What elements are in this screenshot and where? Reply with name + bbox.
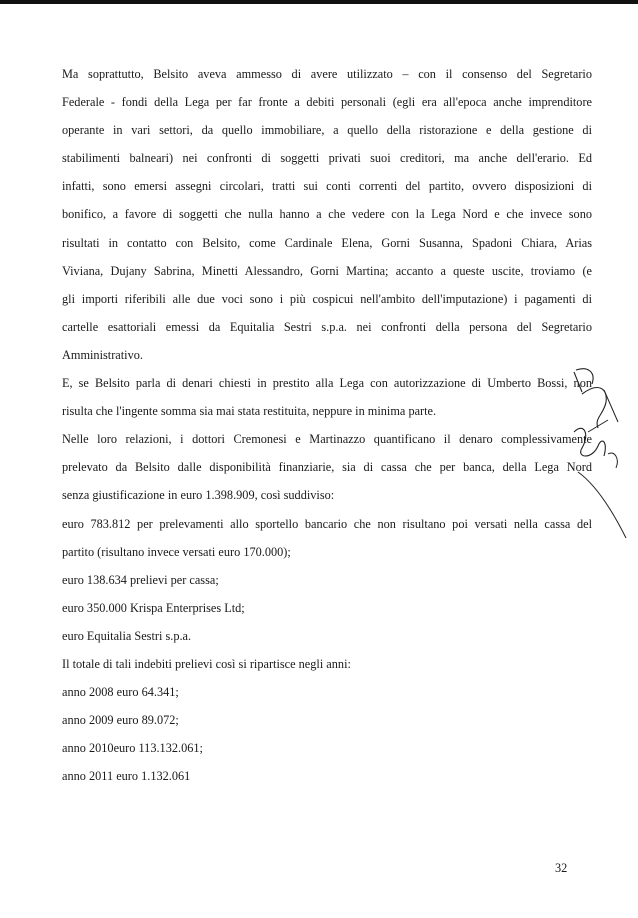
text-line: prelevato da Belsito dalle disponibilità finanziarie, sia di cassa che per banca, della Lega Nord: [62, 460, 592, 475]
text-line: operante in vari settori, da quello immobiliare, a quello della ristorazione e della gestione di: [62, 123, 592, 138]
text-line: infatti, sono emersi assegni circolari, tratti sui conti correnti del partito, ovvero disposizioni di: [62, 179, 592, 194]
text-line: cartelle esattoriali emessi da Equitalia Sestri s.p.a. nei confronti della persona del Segretario: [62, 319, 592, 334]
text-line: euro 350.000 Krispa Enterprises Ltd;: [62, 600, 245, 615]
text-line: senza giustificazione in euro 1.398.909, così suddiviso:: [62, 488, 335, 503]
text-line: Ma soprattutto, Belsito aveva ammesso di avere utilizzato – con il consenso del Segretario: [62, 67, 592, 81]
text-line: Viviana, Dujany Sabrina, Minetti Alessandro, Gorni Martina; accanto a queste uscite, troviamo (e: [62, 263, 592, 278]
document-text: [62, 60, 592, 790]
text-line: bonifico, a favore di soggetti che nulla hanno a che vedere con la Lega Nord e che invece sono: [62, 207, 592, 222]
text-line: euro Equitalia Sestri s.p.a.: [62, 628, 192, 643]
text-line: Federale - fondi della Lega per far fronte a debiti personali (egli era all'epoca anche imprenditore: [62, 95, 592, 110]
text-line: partito (risultano invece versati euro 170.000);: [62, 544, 291, 559]
text-line: risultati in contatto con Belsito, come Cardinale Elena, Gorni Susanna, Spadoni Chiara, Arias: [62, 235, 592, 250]
top-border-line: [0, 0, 638, 4]
text-line: Il totale di tali indebiti prelievi così si ripartisce negli anni:: [62, 656, 351, 671]
handwritten-signature: [568, 362, 630, 562]
text-line: anno 2009 euro 89.072;: [62, 713, 179, 728]
text-line: anno 2008 euro 64.341;: [62, 685, 179, 700]
text-line: stabilimenti balneari) nei confronti di soggetti privati suoi creditori, ma anche dell'erario. Ed: [62, 151, 592, 166]
text-line: euro 138.634 prelievi per cassa;: [62, 572, 219, 587]
page-number: 32: [555, 861, 568, 875]
text-line: gli importi riferibili alle due voci sono i più cospicui nell'ambito dell'imputazione) i pagamenti di: [62, 291, 592, 306]
text-line: Amministrativo.: [62, 347, 143, 362]
text-line: anno 2011 euro 1.132.061: [62, 769, 191, 784]
text-line: euro 783.812 per prelevamenti allo sportello bancario che non risultano poi versati nella cassa del: [62, 516, 592, 531]
document-body: [62, 60, 592, 790]
signature-icon: [568, 362, 630, 562]
text-line: E, se Belsito parla di denari chiesti in prestito alla Lega con autorizzazione di Umberto Bossi, non: [62, 376, 592, 391]
text-line: anno 2010euro 113.132.061;: [62, 741, 203, 756]
text-line: Nelle loro relazioni, i dottori Cremonesi e Martinazzo quantificano il denaro complessivamente: [62, 432, 592, 447]
text-line: risulta che l'ingente somma sia mai stata restituita, neppure in minima parte.: [62, 404, 437, 419]
